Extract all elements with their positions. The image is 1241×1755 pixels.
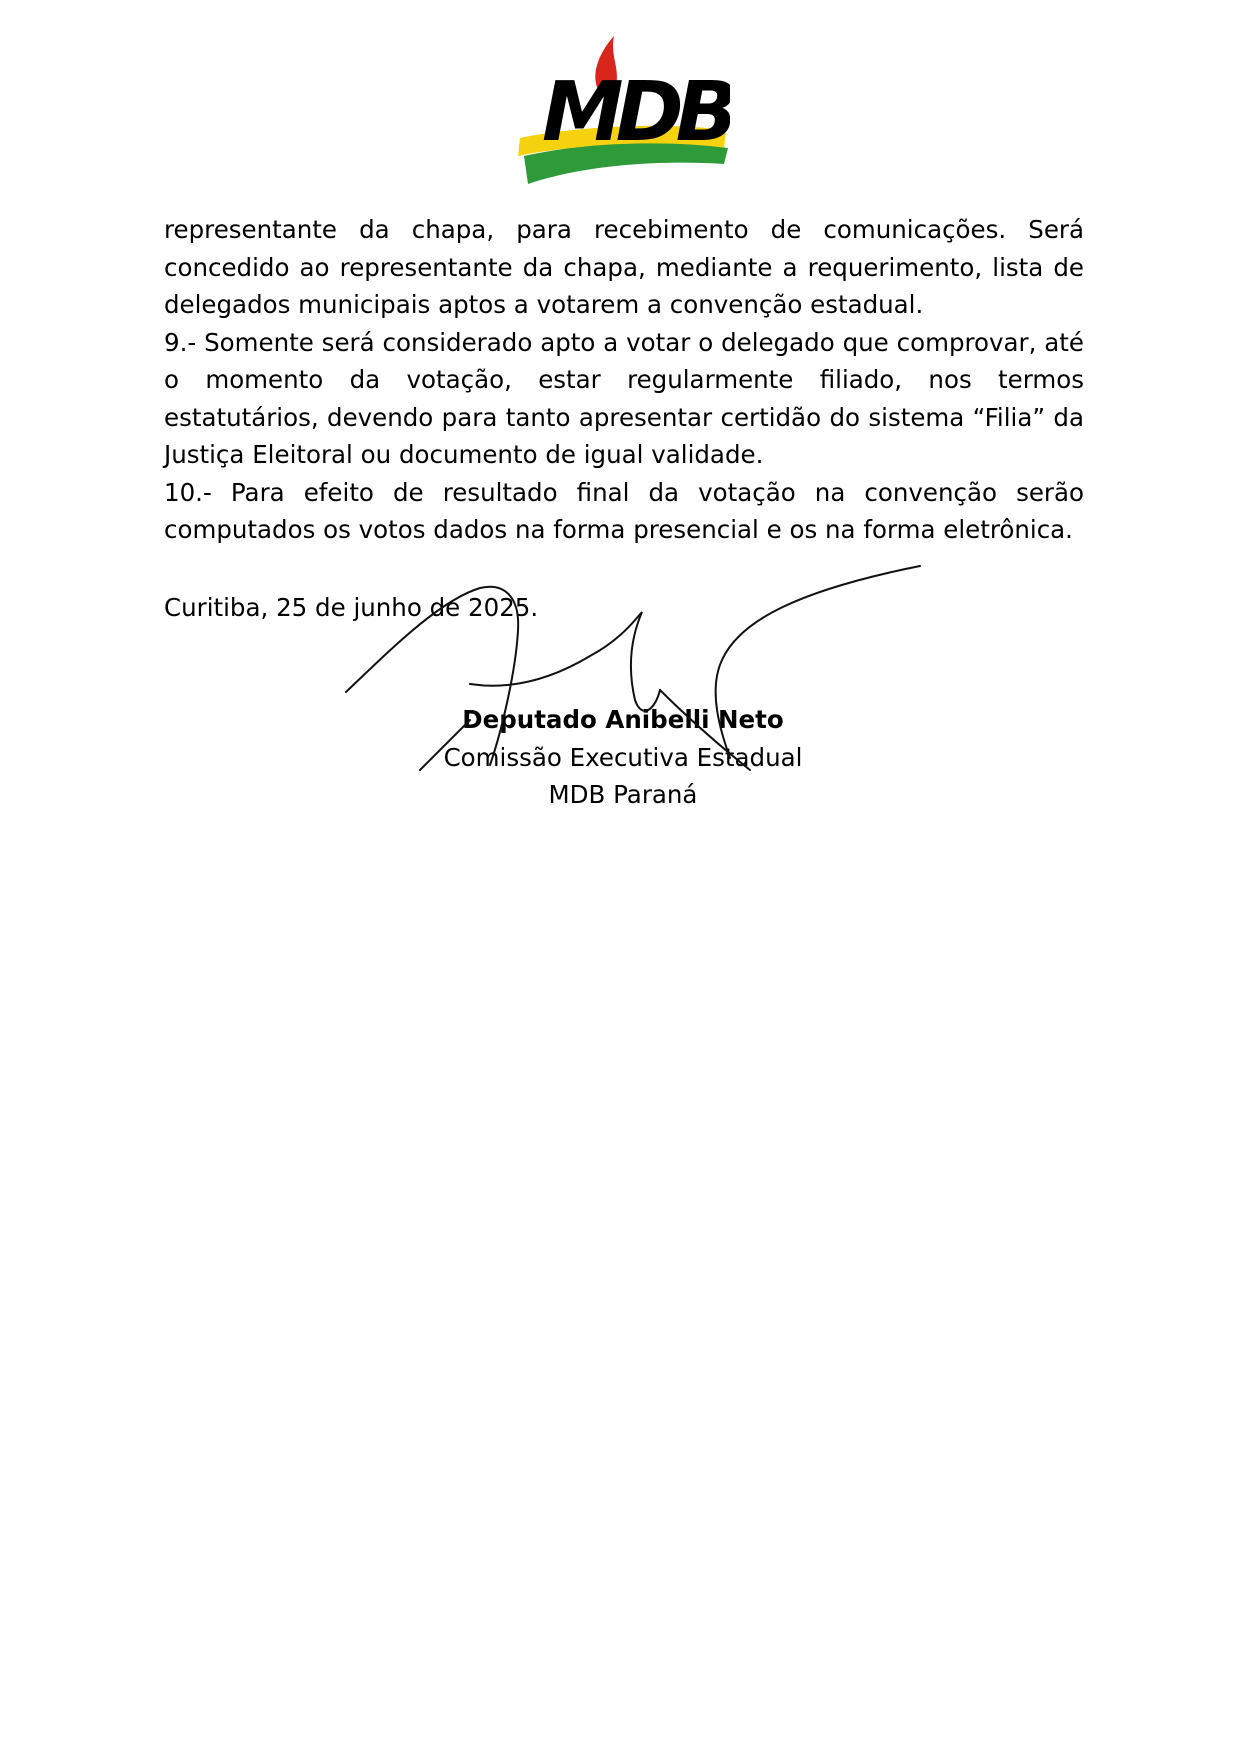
paragraph-item-9: 9.- Somente será considerado apto a votar o delegado que comprovar, até o momento da votação, estar regularmente filiado, nos termos estatutários, devendo para tanto apresentar certidão do sistema “Filia” da Justiça Eleitoral ou documento de igual validade. <box>164 327 1084 469</box>
signatory-role: Comissão Executiva Estadual <box>443 742 803 772</box>
paragraph-item-10: 10.- Para efeito de resultado final da votação na convenção serão computados os votos dados na forma presencial e os na forma eletrônica. <box>164 477 1084 544</box>
svg-text:MDB: MDB <box>542 65 730 160</box>
signature-block <box>320 701 926 814</box>
document-body <box>164 211 1084 549</box>
mdb-logo <box>516 34 730 190</box>
signatory-org: MDB Paraná <box>548 780 698 809</box>
date-line: Curitiba, 25 de junho de 2025. <box>164 593 539 622</box>
signatory-name: Deputado Anibelli Neto <box>462 705 784 734</box>
paragraph-representante: representante da chapa, para recebimento de comunicações. Será concedido ao representante da chapa, mediante a requerimento, lista de delegados municipais aptos a votarem a convenção estadual. <box>164 215 1084 319</box>
